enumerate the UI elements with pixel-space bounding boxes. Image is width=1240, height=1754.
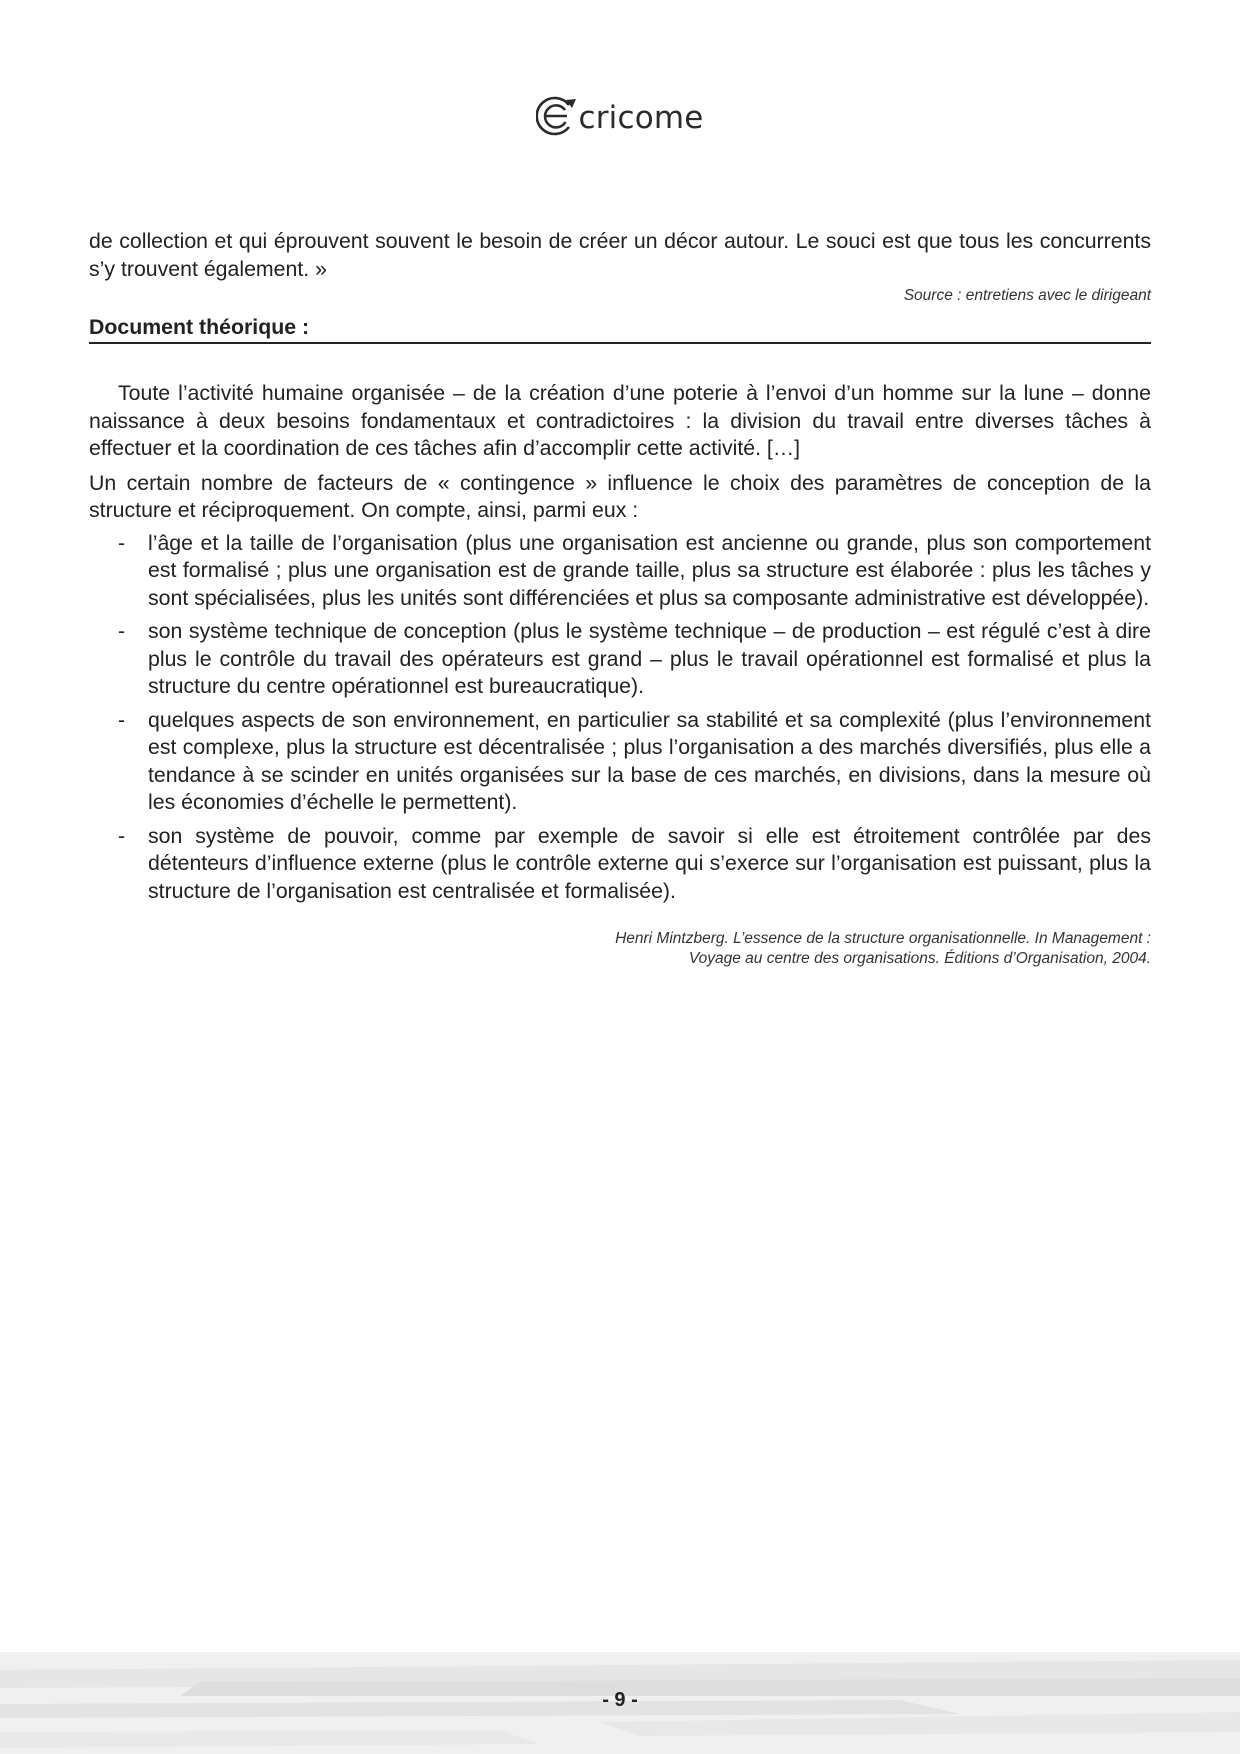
section-heading: Document théorique :	[89, 314, 1151, 344]
ecricome-e-icon	[536, 91, 578, 139]
list-item	[89, 823, 1151, 906]
logo-wordmark: cricome	[578, 99, 704, 136]
bullet-dash: -	[118, 619, 126, 643]
list-item-text: son système de pouvoir, comme par exemple de savoir si elle est étroitement contrôlée par des détenteurs d’influence externe (plus le contrôle externe qui s’exerce sur l’organisation est puissant, plus la structure de l’organisation est centralisée et formalisée).	[148, 823, 1151, 903]
page-number: - 9 -	[602, 1689, 638, 1711]
theory-paragraph-1: Toute l’activité humaine organisée – de la création d’une poterie à l’envoi d’un homme sur la lune – donne naissance à deux besoins fondamentaux et contradictoires : la division du travail entre diverses tâches à effectuer et la coordination de ces tâches afin d’accomplir cette activité. […]	[89, 381, 1151, 460]
bullet-dash: -	[118, 707, 126, 732]
list-item-text: quelques aspects de son environnement, en particulier sa stabilité et sa complexité (plus l’environnement est complexe, plus la structure est décentralisée ; plus l’organisation a des marchés diversifiés, plus elle a tendance à se scinder en unités organisées sur la base de ces marchés, en divisions, dans la mesure où les économies d’échelle le permettent).	[148, 707, 1151, 814]
citation-line: Henri Mintzberg. L’essence de la structure organisationnelle. In Management :	[615, 930, 1151, 947]
quote-source: Source : entretiens avec le dirigeant	[903, 287, 1151, 304]
citation	[89, 929, 1151, 969]
list-item-text: son système technique de conception (plus le système technique – de production – est régulé c’est à dire plus le contrôle du travail des opérateurs est grand – plus le travail opérationnel est formalisé et plus la structure du centre opérationnel est bureaucratique).	[148, 619, 1151, 698]
quote-ending-paragraph: de collection et qui éprouvent souvent le besoin de créer un décor autour. Le souci est que tous les concurrents s’y trouvent également. »	[89, 229, 1151, 281]
theory-paragraph-2: Un certain nombre de facteurs de « contingence » influence le choix des paramètres de conception de la structure et réciproquement. On compte, ainsi, parmi eux :	[89, 470, 1151, 522]
contingency-factor-list	[89, 530, 1151, 906]
page-content	[89, 228, 1151, 969]
ecricome-logo	[0, 88, 1240, 142]
bullet-dash: -	[118, 823, 126, 848]
list-item	[89, 707, 1151, 817]
list-item	[89, 618, 1151, 701]
list-item	[89, 530, 1151, 613]
citation-line: Voyage au centre des organisations. Éditions d’Organisation, 2004.	[688, 950, 1151, 967]
list-item-text: l’âge et la taille de l’organisation (plus une organisation est ancienne ou grande, plus son comportement est formalisé ; plus une organisation est de grande taille, plus sa structure est élaborée : plus les tâches y sont spécialisées, plus les unités sont différenciées et plus sa composante administrative est développée).	[148, 530, 1151, 610]
bullet-dash: -	[118, 530, 126, 555]
